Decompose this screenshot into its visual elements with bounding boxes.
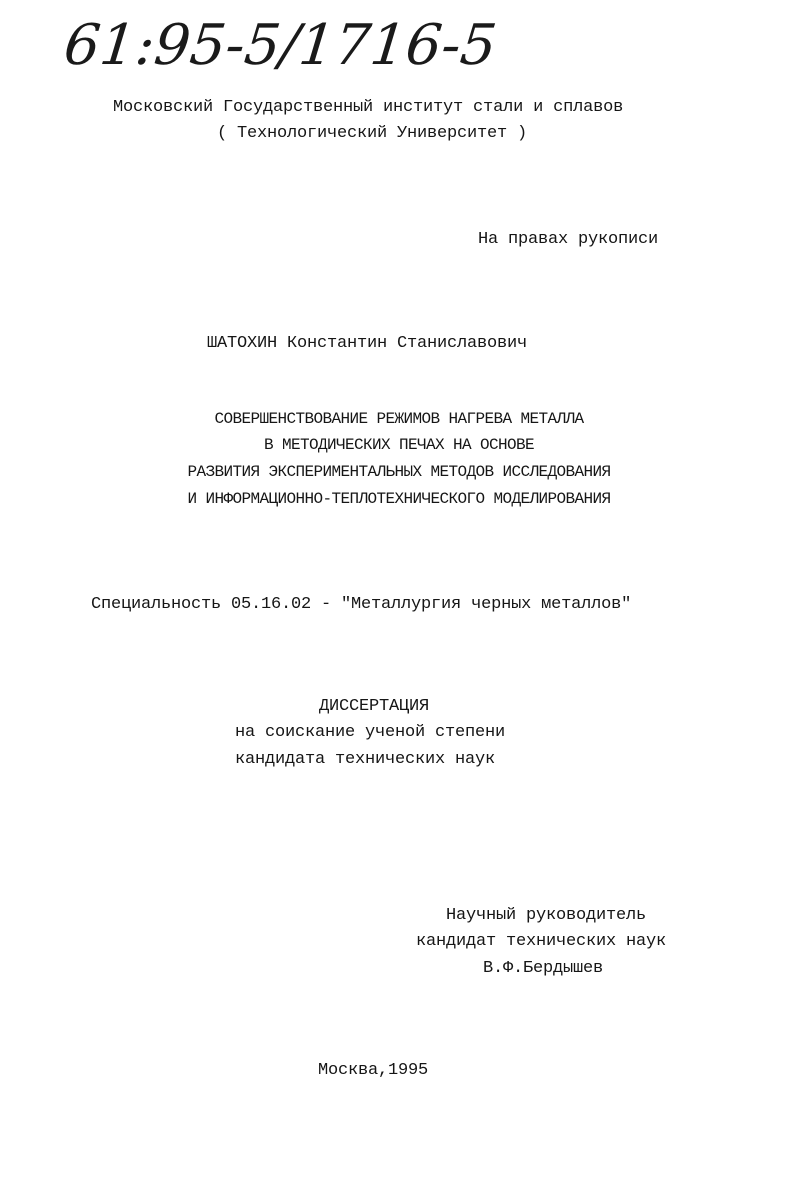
supervisor-degree: кандидат технических наук [416, 932, 667, 951]
dissertation-field-line: кандидата технических наук [235, 750, 496, 769]
institution-name: Московский Государственный институт стали и сплавов [113, 98, 624, 117]
supervisor-role: Научный руководитель [446, 906, 647, 925]
thesis-title-line-4: И ИНФОРМАЦИОННО-ТЕПЛОТЕХНИЧЕСКОГО МОДЕЛИРОВАНИЯ [187, 490, 611, 508]
specialty: Специальность 05.16.02 - "Металлургия черных металлов" [91, 595, 632, 614]
dissertation-heading: ДИССЕРТАЦИЯ [319, 697, 430, 716]
dissertation-degree-line: на соискание ученой степени [235, 723, 506, 742]
handwritten-archive-number [61, 12, 500, 80]
author-name: ШАТОХИН Константин Станиславович [207, 334, 528, 353]
archive-code-text: 61:95-5/1716-5 [61, 13, 500, 78]
rights-notice: На правах рукописи [478, 230, 659, 249]
thesis-title-line-3: РАЗВИТИЯ ЭКСПЕРИМЕНТАЛЬНЫХ МЕТОДОВ ИССЛЕДОВАНИЯ [187, 463, 611, 481]
thesis-title-line-2: В МЕТОДИЧЕСКИХ ПЕЧАХ НА ОСНОВЕ [263, 436, 535, 454]
place-and-year: Москва,1995 [318, 1061, 429, 1080]
institution-subtitle: ( Технологический Университет ) [217, 124, 528, 143]
thesis-title-line-1: СОВЕРШЕНСТВОВАНИЕ РЕЖИМОВ НАГРЕВА МЕТАЛЛА [214, 410, 584, 428]
supervisor-name: В.Ф.Бердышев [483, 959, 604, 978]
